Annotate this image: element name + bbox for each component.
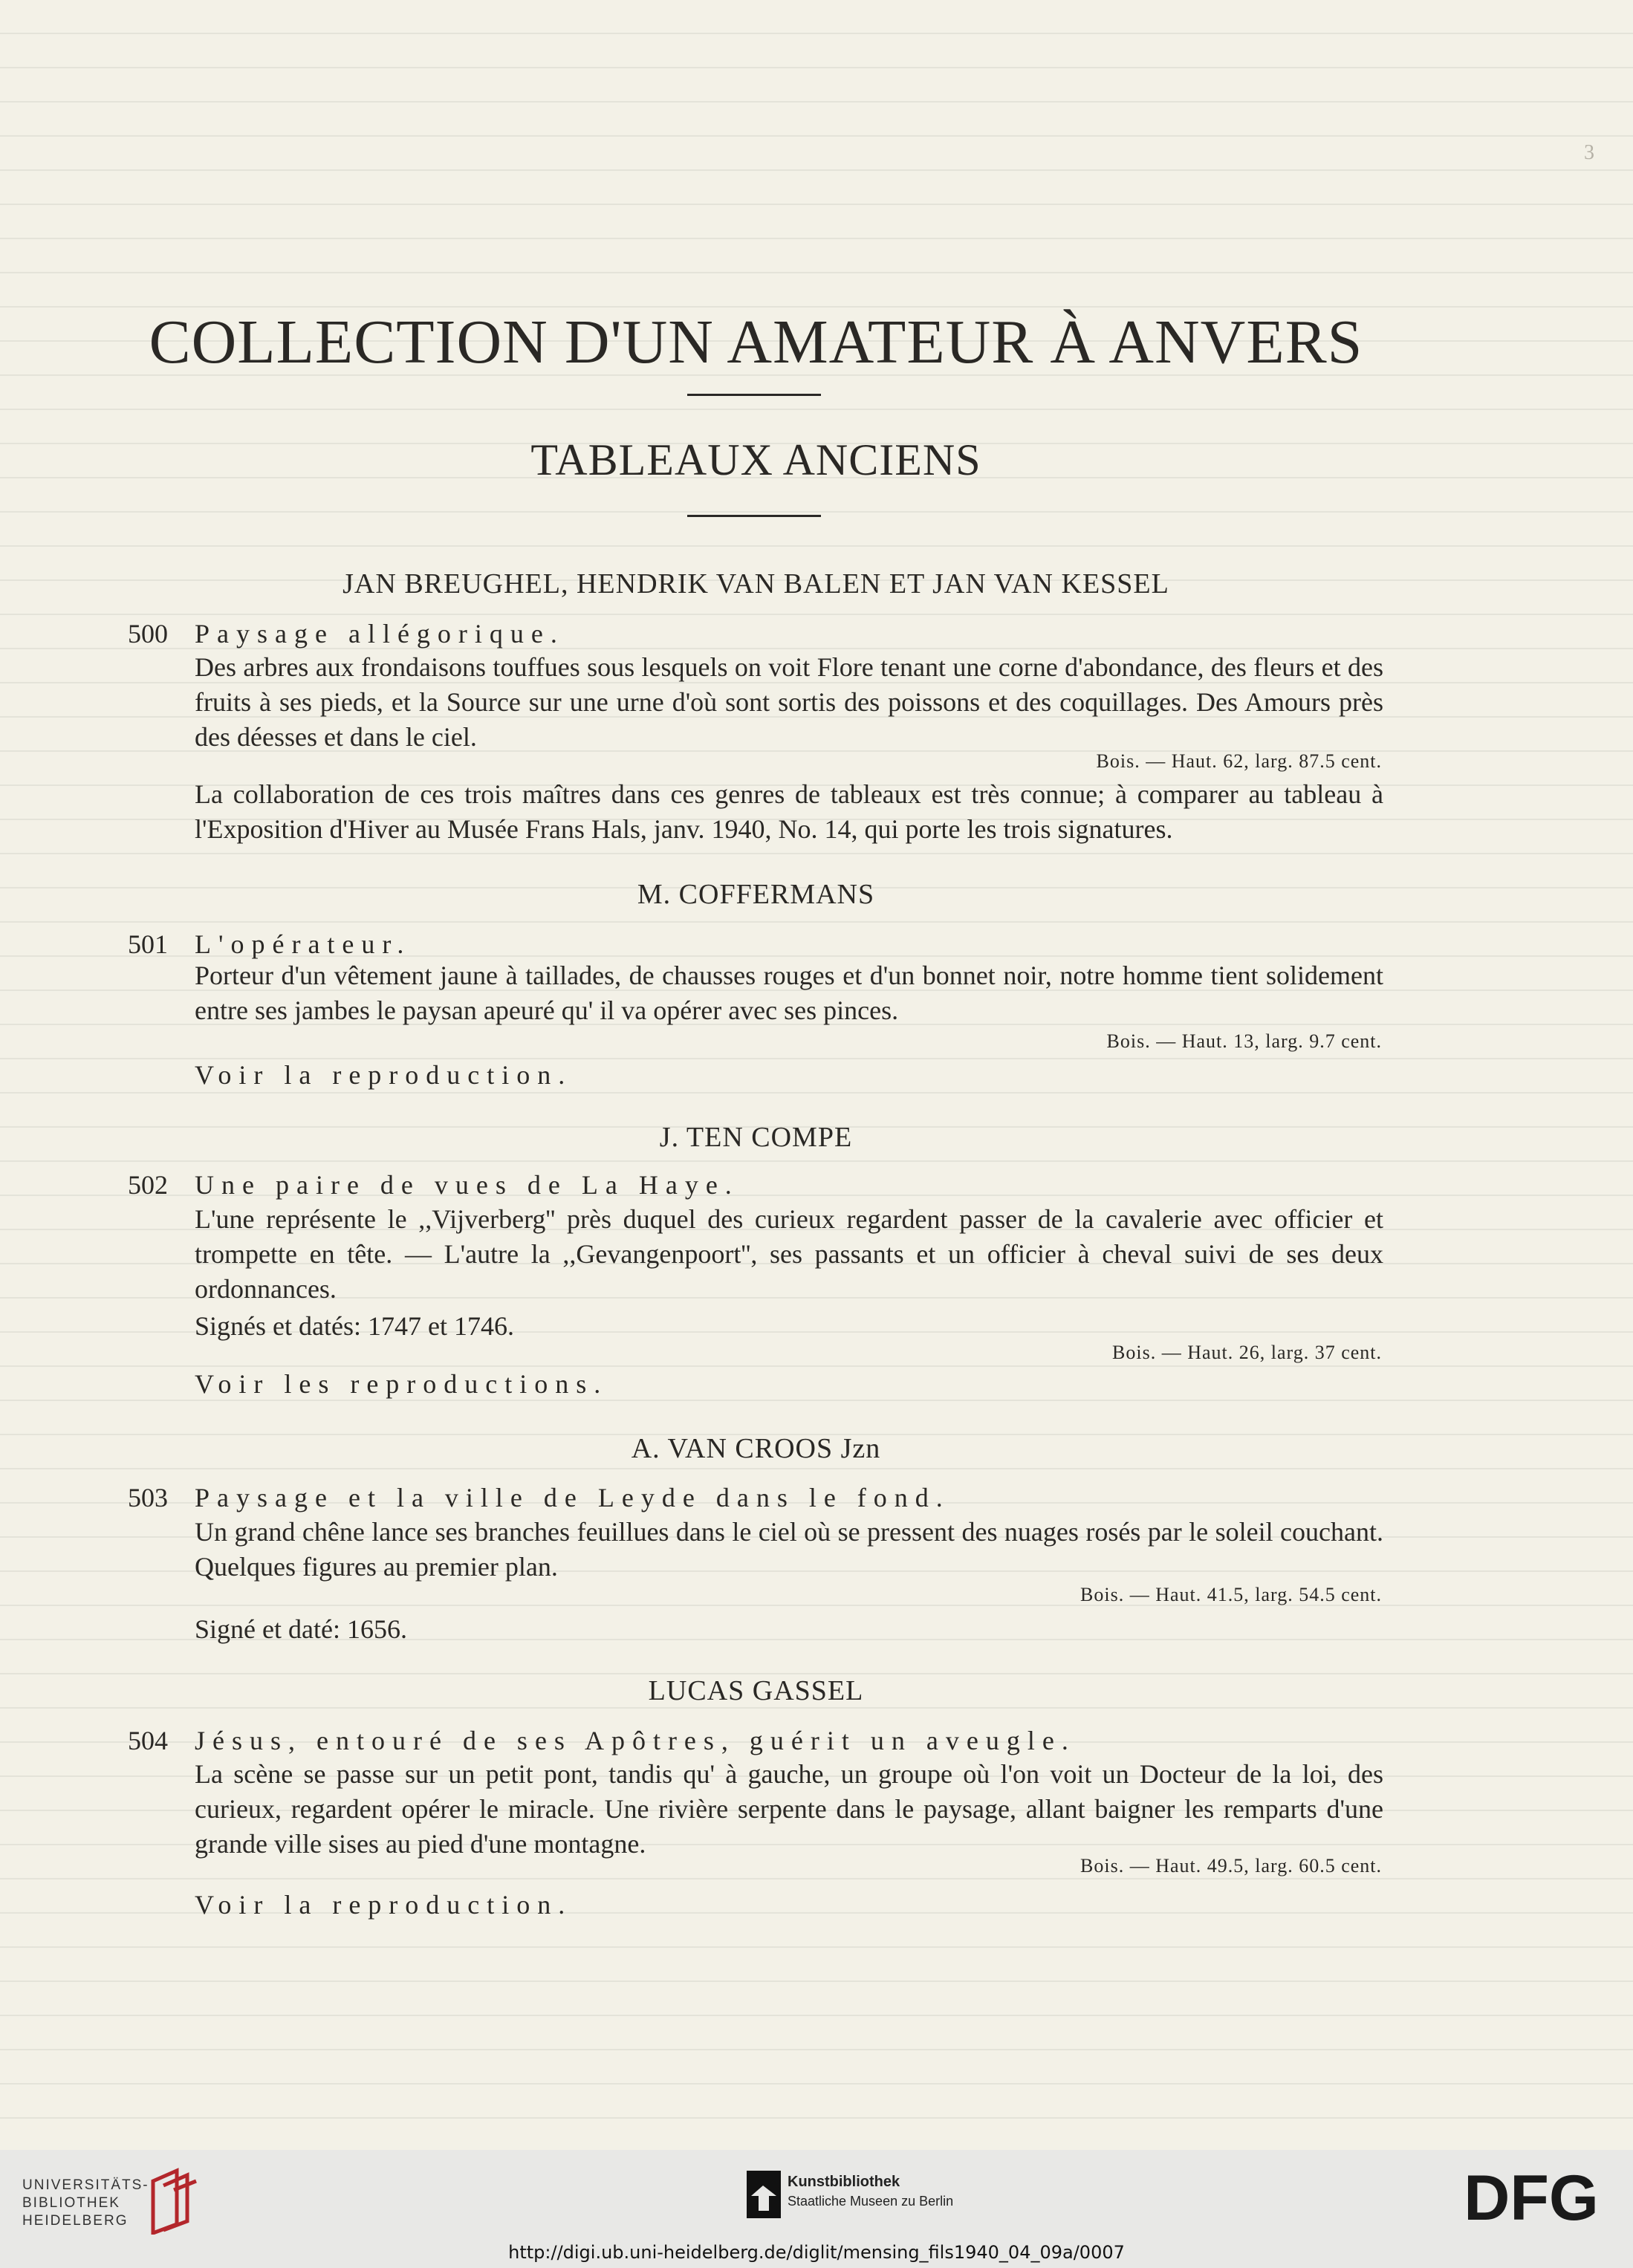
collection-title: COLLECTION D'UN AMATEUR À ANVERS (149, 308, 1363, 377)
lot-title: L'opérateur. (195, 929, 412, 959)
artist-heading: A. VAN CROOS Jzn (631, 1433, 881, 1464)
university-library-name (22, 2177, 149, 2230)
lot-number: 502 (128, 1170, 168, 1200)
lot-description: Un grand chêne lance ses branches feuillues dans le ciel où se pressent des nuages rosés par le soleil couchant. Quelques figures au premier plan. (195, 1517, 1383, 1582)
lot-number: 503 (128, 1483, 168, 1512)
artist-heading: LUCAS GASSEL (648, 1675, 864, 1706)
lot-dimensions: Bois. — Haut. 26, larg. 37 cent. (1112, 1342, 1382, 1363)
lot-title: Jésus, entouré de ses Apôtres, guérit un aveugle. (195, 1726, 1076, 1755)
title-rule (687, 394, 821, 396)
kunstbibliothek-subtitle: Staatliche Museen zu Berlin (788, 2194, 954, 2209)
lot-dimensions: Bois. — Haut. 49.5, larg. 60.5 cent. (1080, 1855, 1382, 1877)
university-line: HEIDELBERG (22, 2213, 129, 2229)
lot-note: La collaboration de ces trois maîtres dans ces genres de tableaux est très connue; à comparer au tableau à l'Exposition d'Hiver au Musée Frans Hals, janv. 1940, No. 14, qui porte les trois signatures. (195, 779, 1383, 844)
artist-heading: JAN BREUGHEL, HENDRIK VAN BALEN ET JAN VAN KESSEL (342, 568, 1169, 600)
lot-number: 504 (128, 1726, 168, 1755)
lot-description: Porteur d'un vêtement jaune à taillades, de chausses rouges et d'un bonnet noir, notre homme tient solidement entre ses jambes le paysan apeuré qu' il va opérer avec ses pinces. (195, 961, 1383, 1025)
lot-signature: Signé et daté: 1656. (195, 1614, 407, 1644)
lot-dimensions: Bois. — Haut. 62, larg. 87.5 cent. (1096, 750, 1382, 772)
lot-signature: Signés et datés: 1747 et 1746. (195, 1311, 514, 1341)
lot-number: 501 (128, 929, 168, 959)
subtitle-rule (687, 515, 821, 517)
artist-heading: M. COFFERMANS (637, 879, 875, 910)
artist-heading: J. TEN COMPE (659, 1122, 853, 1153)
lot-description: La scène se passe sur un petit pont, tandis qu' à gauche, un groupe où l'on voit un Docteur de la loi, des curieux, regardent opérer le miracle. Une rivière serpente dans le paysage, allant baigner les remparts d'une grande ville sises au pied d'une montagne. (195, 1759, 1383, 1859)
lot-title: Une paire de vues de La Haye. (195, 1170, 739, 1200)
page-folio: 3 (1584, 141, 1594, 164)
reproduction-reference: Voir la reproduction. (195, 1890, 573, 1920)
dfg-logo-text: DFG (1464, 2166, 1599, 2227)
university-line: BIBLIOTHEK (22, 2195, 120, 2211)
reproduction-reference: Voir les reproductions. (195, 1369, 608, 1399)
lot-title: Paysage et la ville de Leyde dans le fond. (195, 1483, 950, 1512)
lot-description: L'une représente le ,,Vijverberg'' près duquel des curieux regardent passer de la cavalerie avec officier et trompette en tête. — L'autre la ,,Gevangenpoort'', ses passants et un officier à cheval suivi de ses deux ordonnances. (195, 1204, 1383, 1304)
lot-description: Des arbres aux frondaisons touffues sous lesquels on voit Flore tenant une corne d'abondance, des fleurs et des fruits à ses pieds, et la Source sur une urne d'où sont sortis des poissons et des coquillages. Des Amours près des déesses et dans le ciel. (195, 652, 1383, 752)
kunstbibliothek-label (788, 2174, 953, 2209)
lot-title: Paysage allégorique. (195, 619, 565, 649)
permalink-url[interactable]: http://digi.ub.uni-heidelberg.de/diglit/mensing_fils1940_04_09a/0007 (508, 2242, 1125, 2263)
university-line: UNIVERSITÄTS- (22, 2177, 149, 2193)
heidelberg-library-logo-icon (147, 2168, 199, 2235)
lot-dimensions: Bois. — Haut. 41.5, larg. 54.5 cent. (1080, 1584, 1382, 1605)
lot-number: 500 (128, 619, 168, 649)
dfg-logo (1452, 2166, 1610, 2227)
section-subtitle: TABLEAUX ANCIENS (530, 435, 981, 484)
kunstbibliothek-logo-icon (747, 2171, 781, 2218)
kunstbibliothek-name: Kunstbibliothek (788, 2174, 900, 2190)
lot-dimensions: Bois. — Haut. 13, larg. 9.7 cent. (1106, 1030, 1382, 1052)
reproduction-reference: Voir la reproduction. (195, 1060, 573, 1090)
